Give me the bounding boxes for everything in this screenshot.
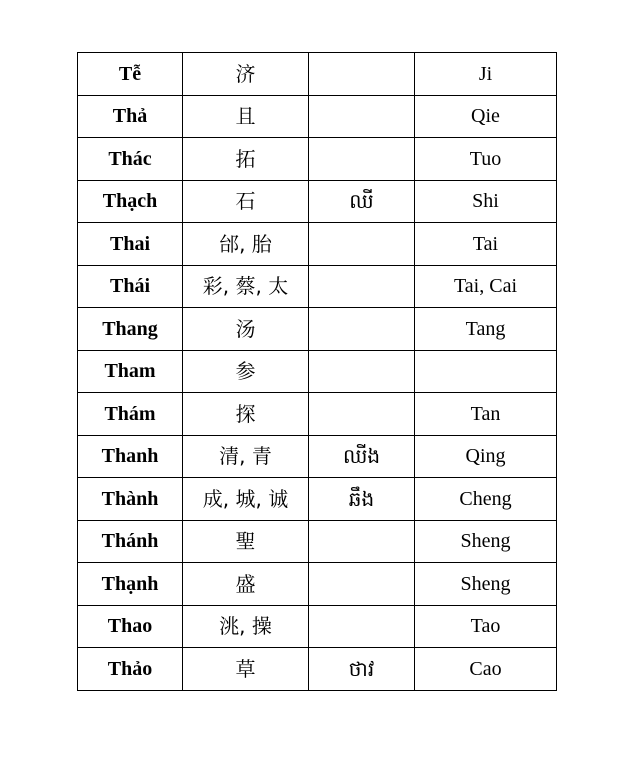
pinyin-cell: Tuo	[415, 138, 557, 181]
vietnamese-name-cell: Tham	[78, 350, 183, 393]
vietnamese-name-cell: Thái	[78, 265, 183, 308]
khmer-script-cell	[309, 138, 415, 181]
chinese-character-cell: 洮, 操	[183, 605, 309, 648]
chinese-character-cell: 邰, 胎	[183, 223, 309, 266]
chinese-character-cell: 石	[183, 180, 309, 223]
khmer-script-cell	[309, 350, 415, 393]
vietnamese-name-cell: Thanh	[78, 435, 183, 478]
vietnamese-name-cell: Thám	[78, 393, 183, 436]
khmer-script-cell: ឈីង	[309, 435, 415, 478]
table-row	[78, 95, 557, 138]
table-row	[78, 53, 557, 96]
table-row	[78, 180, 557, 223]
table-row	[78, 478, 557, 521]
pinyin-cell: Cao	[415, 648, 557, 691]
pinyin-cell: Ji	[415, 53, 557, 96]
khmer-script-cell: ឈី	[309, 180, 415, 223]
pinyin-cell: Tai	[415, 223, 557, 266]
chinese-character-cell: 聖	[183, 520, 309, 563]
table-row	[78, 223, 557, 266]
khmer-script-cell	[309, 605, 415, 648]
vietnamese-name-cell: Thác	[78, 138, 183, 181]
pinyin-cell: Sheng	[415, 520, 557, 563]
table-row	[78, 308, 557, 351]
chinese-character-cell: 草	[183, 648, 309, 691]
vietnamese-name-cell: Thánh	[78, 520, 183, 563]
chinese-character-cell: 且	[183, 95, 309, 138]
table-row	[78, 393, 557, 436]
pinyin-cell: Sheng	[415, 563, 557, 606]
pinyin-cell	[415, 350, 557, 393]
table-row	[78, 435, 557, 478]
vietnamese-name-cell: Thả	[78, 95, 183, 138]
table-row	[78, 648, 557, 691]
chinese-character-cell: 成, 城, 诚	[183, 478, 309, 521]
vietnamese-name-cell: Thành	[78, 478, 183, 521]
pinyin-cell: Tan	[415, 393, 557, 436]
table-row	[78, 265, 557, 308]
chinese-character-cell: 彩, 蔡, 太	[183, 265, 309, 308]
khmer-script-cell	[309, 563, 415, 606]
vietnamese-name-cell: Tễ	[78, 53, 183, 96]
chinese-character-cell: 参	[183, 350, 309, 393]
table-row	[78, 605, 557, 648]
chinese-character-cell: 盛	[183, 563, 309, 606]
vietnamese-name-cell: Thạch	[78, 180, 183, 223]
chinese-character-cell: 拓	[183, 138, 309, 181]
khmer-script-cell	[309, 53, 415, 96]
vietnamese-name-cell: Thảo	[78, 648, 183, 691]
khmer-script-cell	[309, 265, 415, 308]
pinyin-cell: Qing	[415, 435, 557, 478]
khmer-script-cell	[309, 393, 415, 436]
khmer-script-cell: ឆឹង	[309, 478, 415, 521]
khmer-script-cell	[309, 520, 415, 563]
vietnamese-name-cell: Thao	[78, 605, 183, 648]
pinyin-cell: Tai, Cai	[415, 265, 557, 308]
pinyin-cell: Tao	[415, 605, 557, 648]
chinese-character-cell: 汤	[183, 308, 309, 351]
pinyin-cell: Shi	[415, 180, 557, 223]
table-row	[78, 138, 557, 181]
khmer-script-cell	[309, 308, 415, 351]
table-row	[78, 350, 557, 393]
pinyin-cell: Tang	[415, 308, 557, 351]
pinyin-cell: Qie	[415, 95, 557, 138]
table-body	[78, 53, 557, 691]
vietnamese-name-cell: Thang	[78, 308, 183, 351]
vietnamese-name-cell: Thạnh	[78, 563, 183, 606]
table-row	[78, 520, 557, 563]
khmer-script-cell: ថាវ	[309, 648, 415, 691]
chinese-character-cell: 清, 青	[183, 435, 309, 478]
vietnamese-name-cell: Thai	[78, 223, 183, 266]
chinese-character-cell: 济	[183, 53, 309, 96]
chinese-character-cell: 探	[183, 393, 309, 436]
table-row	[78, 563, 557, 606]
pinyin-cell: Cheng	[415, 478, 557, 521]
khmer-script-cell	[309, 223, 415, 266]
surname-table	[77, 52, 557, 691]
khmer-script-cell	[309, 95, 415, 138]
